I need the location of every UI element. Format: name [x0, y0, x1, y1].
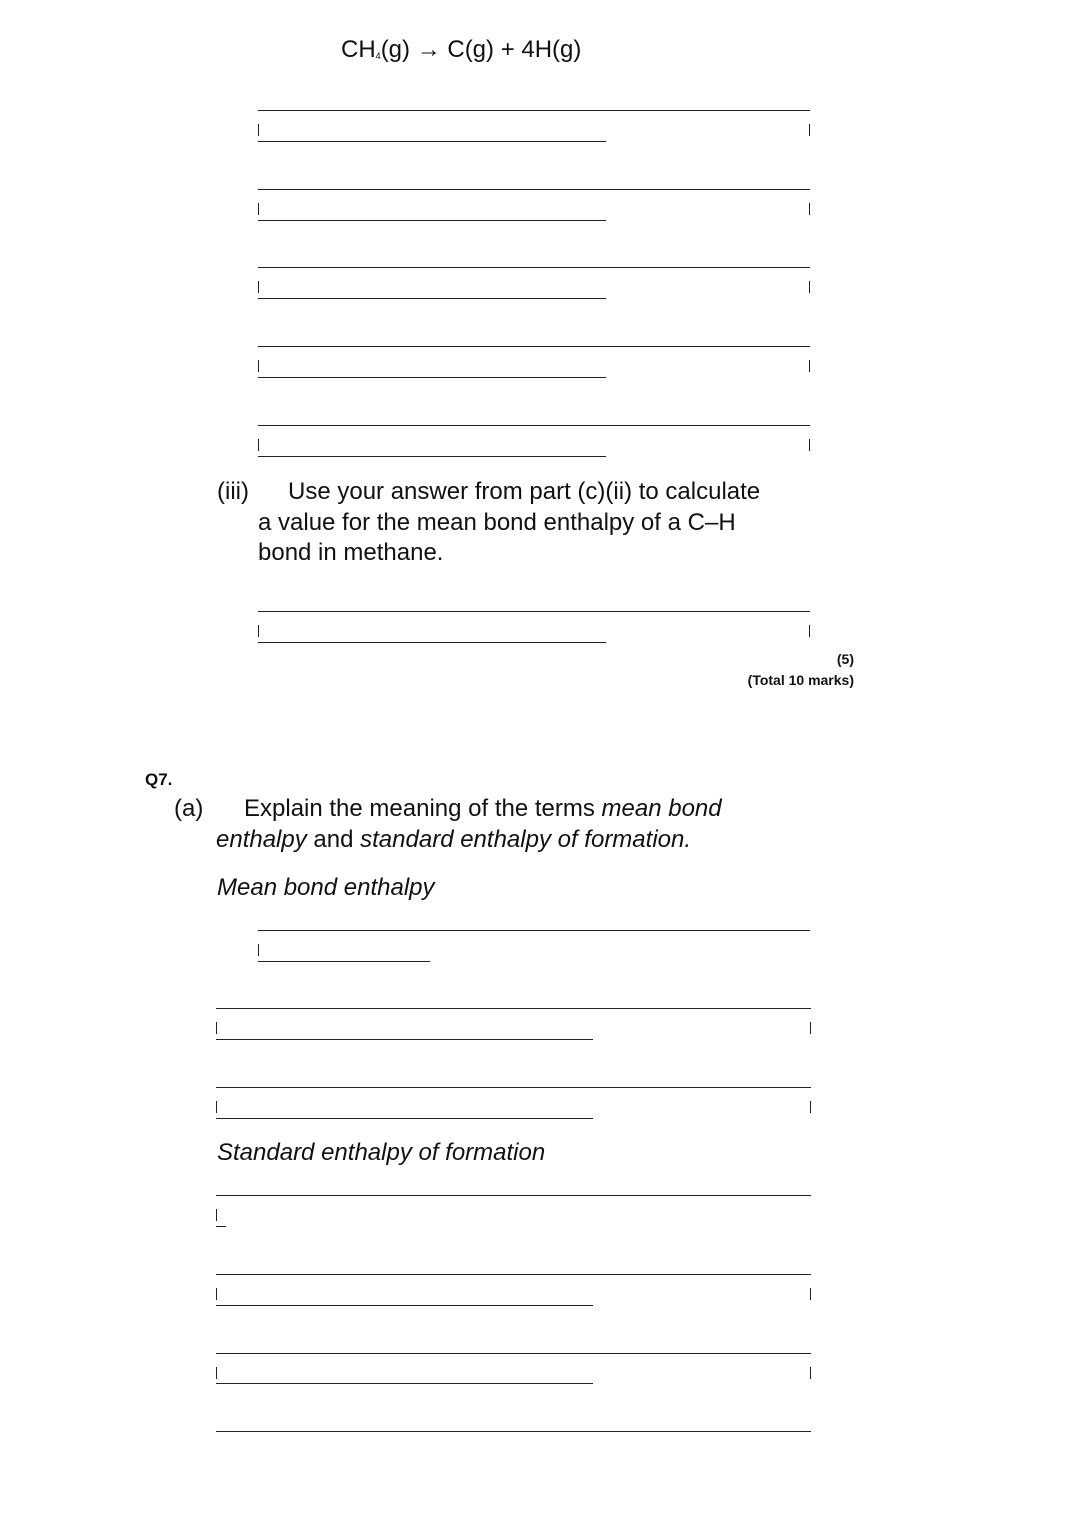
q7-intro-line2 — [216, 825, 691, 855]
equation-subscript: 4 — [375, 51, 381, 61]
total-marks: (Total 10 marks) — [747, 672, 854, 688]
answer-line-tick — [216, 1209, 217, 1221]
answer-line — [258, 642, 606, 643]
answer-line — [216, 1431, 811, 1432]
q7-intro-line1 — [244, 794, 722, 824]
intro-text: Explain the meaning of the terms — [244, 795, 602, 822]
answer-line-tick — [258, 944, 259, 956]
answer-line-tick — [258, 625, 259, 637]
answer-line — [216, 1353, 811, 1354]
answer-line-tick — [216, 1288, 217, 1300]
answer-line-tick — [809, 360, 810, 372]
answer-line — [258, 298, 606, 299]
heading-mean-bond-enthalpy-text: Mean bond enthalpy — [217, 874, 435, 901]
answer-line-tick — [810, 1022, 811, 1034]
answer-line — [258, 267, 810, 268]
answer-line — [258, 189, 810, 190]
part-a-label: (a) — [174, 795, 204, 822]
answer-line-tick — [809, 203, 810, 215]
term-standard-enthalpy: standard enthalpy of formation. — [360, 826, 692, 853]
answer-line-tick — [258, 124, 259, 136]
answer-line — [216, 1305, 593, 1306]
answer-line-tick — [216, 1022, 217, 1034]
answer-line — [258, 141, 606, 142]
answer-line — [258, 377, 606, 378]
part-iii-label: (iii) — [217, 478, 249, 505]
intro-and: and — [306, 826, 361, 853]
answer-line — [216, 1274, 811, 1275]
term-enthalpy: enthalpy — [216, 826, 307, 853]
answer-line — [258, 456, 606, 457]
part-marks: (5) — [836, 651, 854, 667]
answer-line — [216, 1008, 811, 1009]
answer-line — [258, 425, 810, 426]
answer-line — [216, 1195, 811, 1196]
answer-line — [216, 1383, 593, 1384]
part-iii-line2: a value for the mean bond enthalpy of a C–H — [258, 509, 736, 536]
answer-line-tick — [258, 281, 259, 293]
answer-line-tick — [258, 439, 259, 451]
term-mean-bond: mean bond — [601, 795, 722, 822]
equation-rest: (g) → C(g) + 4H(g) — [380, 36, 582, 63]
heading-standard-enthalpy — [217, 1138, 545, 1168]
answer-line — [258, 110, 810, 111]
answer-line-tick — [810, 1101, 811, 1113]
question-number: Q7. — [145, 770, 173, 789]
answer-line — [216, 1226, 226, 1227]
answer-line — [216, 1118, 593, 1119]
heading-mean-bond-enthalpy — [217, 873, 435, 903]
answer-line-tick — [258, 360, 259, 372]
answer-line — [258, 930, 810, 931]
answer-line-tick — [216, 1367, 217, 1379]
answer-line — [258, 220, 606, 221]
part-iii-line3: bond in methane. — [258, 539, 444, 566]
equation — [341, 35, 581, 71]
answer-line-tick — [810, 1367, 811, 1379]
answer-line-tick — [809, 439, 810, 451]
answer-line-tick — [216, 1101, 217, 1113]
answer-line-tick — [809, 124, 810, 136]
answer-line-tick — [809, 625, 810, 637]
heading-standard-enthalpy-text: Standard enthalpy of formation — [217, 1139, 546, 1166]
answer-line-tick — [809, 281, 810, 293]
answer-line-tick — [810, 1288, 811, 1300]
answer-line — [258, 961, 430, 962]
answer-line — [216, 1039, 593, 1040]
answer-line — [258, 346, 810, 347]
answer-line — [258, 611, 810, 612]
part-iii-line1: Use your answer from part (c)(ii) to calculate — [288, 478, 761, 505]
equation-ch: CH — [341, 36, 376, 63]
answer-line-tick — [258, 203, 259, 215]
answer-line — [216, 1087, 811, 1088]
